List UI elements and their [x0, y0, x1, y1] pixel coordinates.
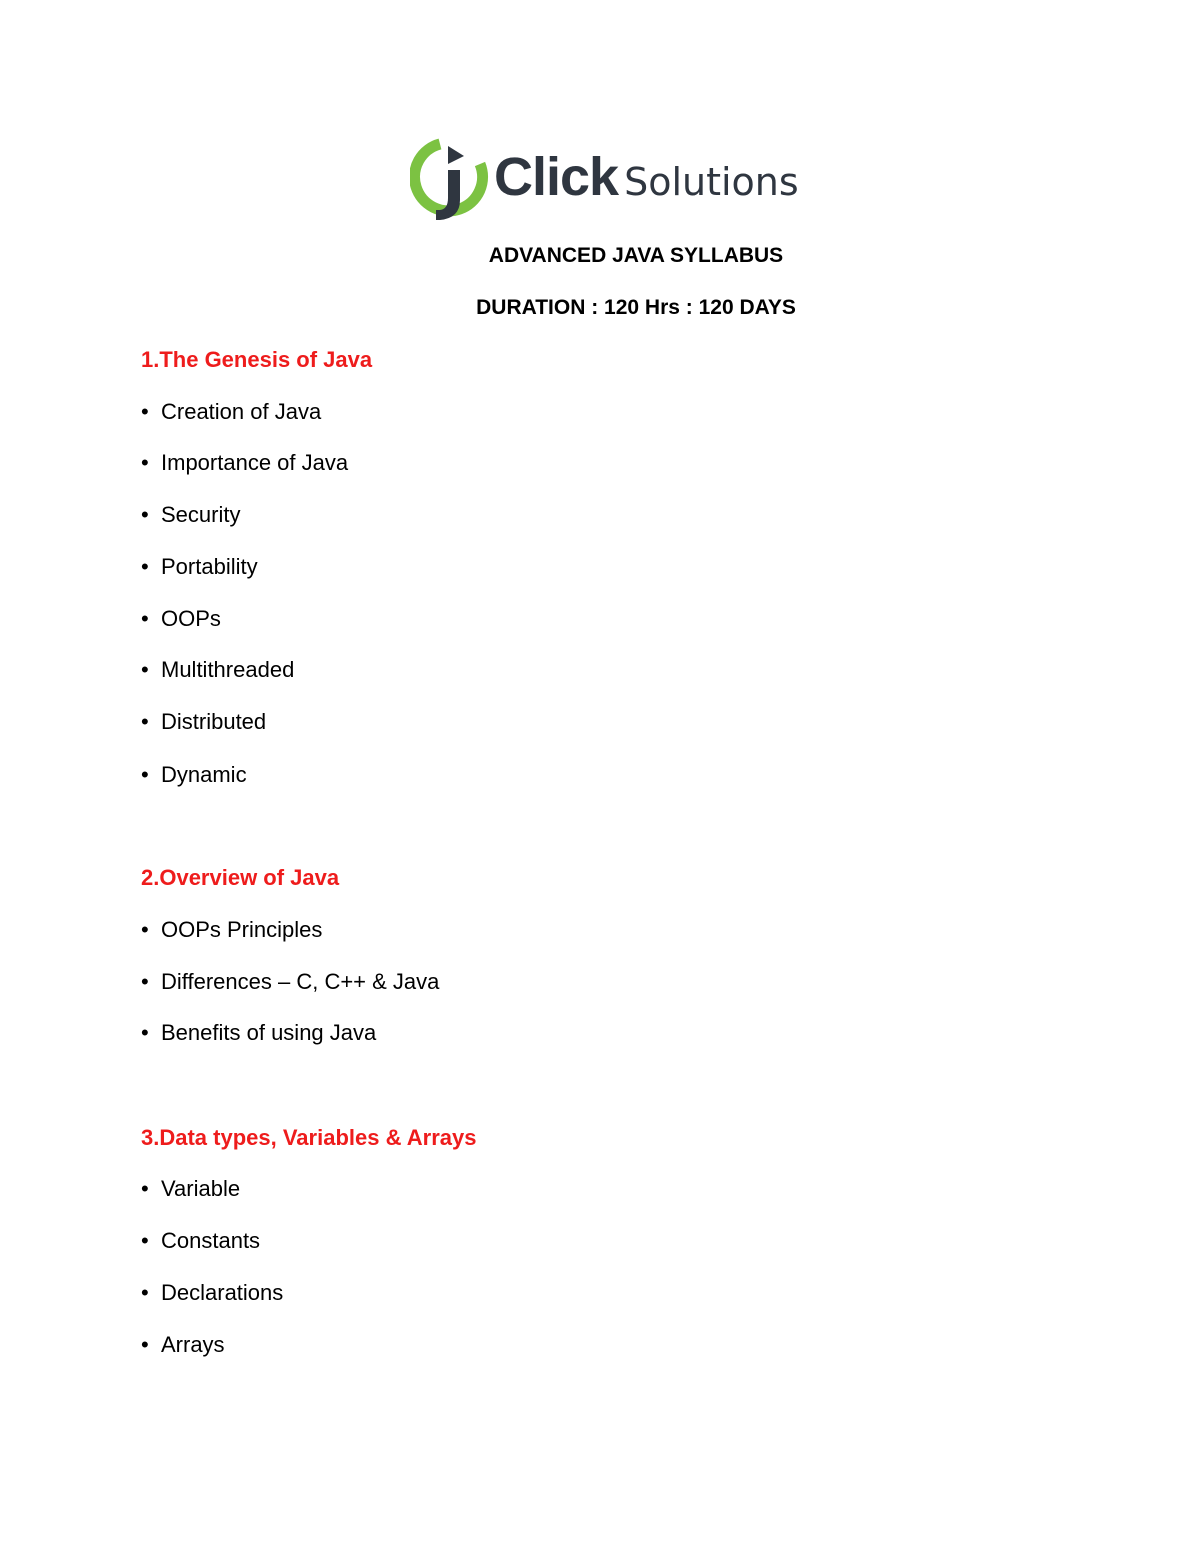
- bullet-icon: •: [141, 657, 149, 682]
- list-item: [141, 1280, 283, 1306]
- logo-wordmark: [494, 142, 799, 212]
- list-item-text: Importance of Java: [161, 450, 349, 475]
- list-item-text: Benefits of using Java: [161, 1020, 377, 1045]
- list-item-text: OOPs: [161, 606, 221, 631]
- bullet-icon: •: [141, 1228, 149, 1253]
- section-heading: 1.The Genesis of Java: [141, 347, 373, 372]
- company-logo: [410, 136, 855, 226]
- bullet-icon: •: [141, 554, 149, 579]
- list-item: [141, 709, 266, 735]
- list-item: [141, 1020, 376, 1046]
- list-item: [141, 969, 439, 995]
- bullet-icon: •: [141, 502, 149, 527]
- list-item-text: OOPs Principles: [161, 917, 323, 942]
- list-item: [141, 1228, 260, 1254]
- bullet-icon: •: [141, 606, 149, 631]
- list-item-text: Arrays: [161, 1332, 225, 1357]
- list-item: [141, 399, 321, 425]
- list-item-text: Declarations: [161, 1280, 284, 1305]
- list-item: [141, 1176, 240, 1202]
- list-item-text: Creation of Java: [161, 399, 322, 424]
- list-item: [141, 762, 247, 788]
- bullet-icon: •: [141, 709, 149, 734]
- bullet-icon: •: [141, 1332, 149, 1357]
- list-item: [141, 917, 322, 943]
- list-item: [141, 657, 294, 683]
- list-item-text: Dynamic: [161, 762, 247, 787]
- list-item-text: Differences – C, C++ & Java: [161, 969, 440, 994]
- bullet-icon: •: [141, 969, 149, 994]
- list-item: [141, 502, 240, 528]
- list-item: [141, 554, 258, 580]
- list-item-text: Multithreaded: [161, 657, 295, 682]
- list-item-text: Portability: [161, 554, 258, 579]
- bullet-icon: •: [141, 399, 149, 424]
- j-mark-icon: [410, 136, 494, 226]
- list-item-text: Constants: [161, 1228, 261, 1253]
- bullet-icon: •: [141, 1020, 149, 1045]
- list-item-text: Security: [161, 502, 241, 527]
- bullet-icon: •: [141, 450, 149, 475]
- bullet-icon: •: [141, 917, 149, 942]
- bullet-icon: •: [141, 1176, 149, 1201]
- list-item: [141, 606, 221, 632]
- bullet-icon: •: [141, 1280, 149, 1305]
- list-item-text: Variable: [161, 1176, 241, 1201]
- section-heading: 3.Data types, Variables & Arrays: [141, 1125, 477, 1150]
- section-heading: 2.Overview of Java: [141, 865, 340, 890]
- course-duration: DURATION : 120 Hrs : 120 DAYS: [476, 296, 796, 319]
- bullet-icon: •: [141, 762, 149, 787]
- logo-suffix-text: Solutions: [624, 160, 799, 204]
- list-item: [141, 1332, 225, 1358]
- document-title: ADVANCED JAVA SYLLABUS: [488, 244, 784, 267]
- list-item: [141, 450, 348, 476]
- list-item-text: Distributed: [161, 709, 267, 734]
- logo-brand-text: Click: [494, 147, 619, 207]
